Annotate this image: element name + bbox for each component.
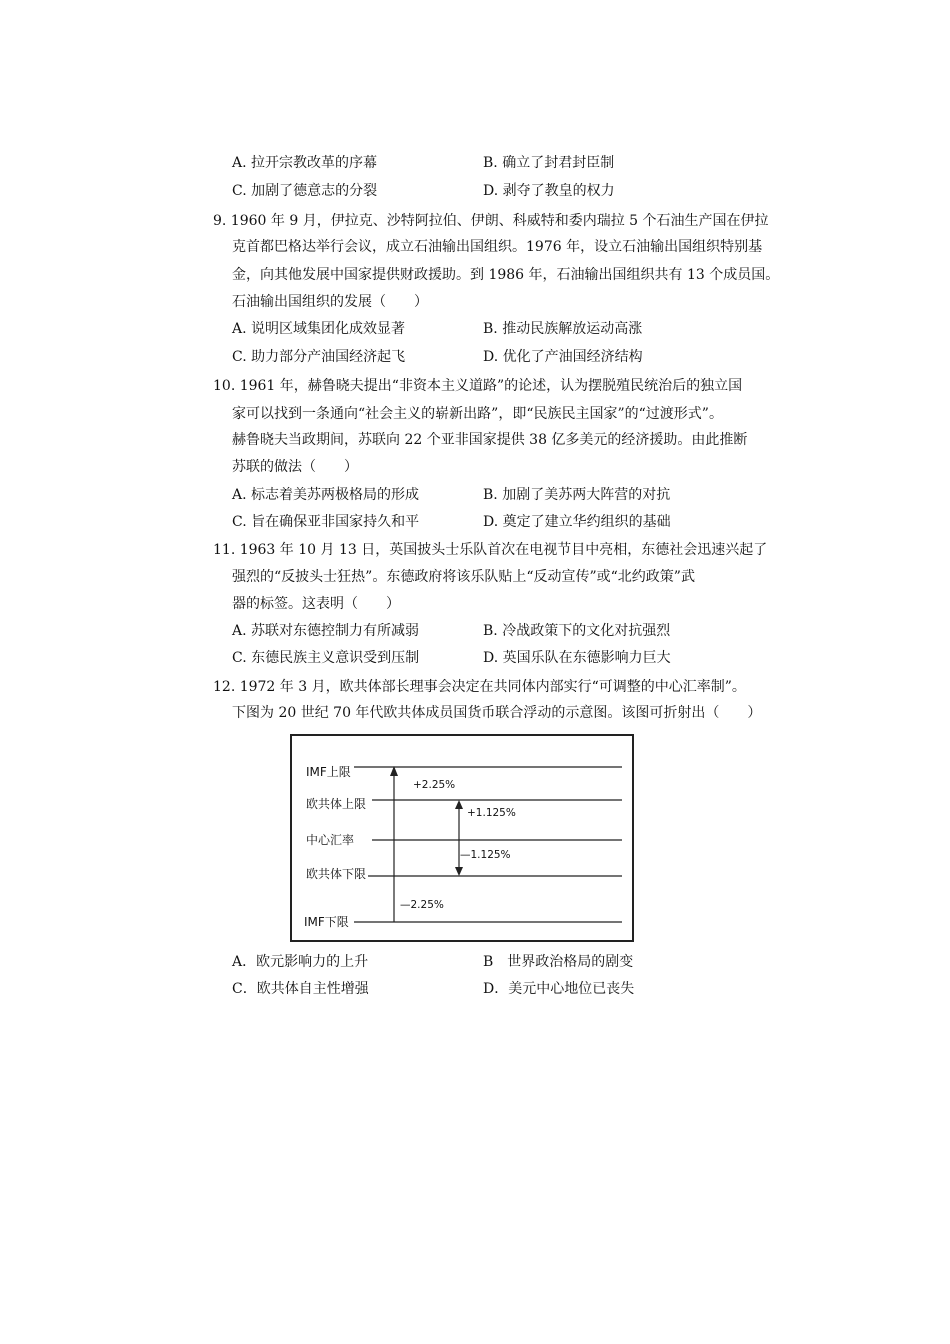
q11-option-b: B. 冷战政策下的文化对抗强烈 (483, 623, 671, 639)
q9-stem-line-1: 9. 1960 年 9 月，伊拉克、沙特阿拉伯、伊朗、科威特和委内瑞拉 5 个石油生产国在伊拉 (213, 213, 769, 229)
q10-stem-line-2: 家可以找到一条通向“社会主义的崭新出路”，即“民族民主国家”的“过渡形式”。 (232, 406, 723, 422)
q9-stem-line-2: 克首都巴格达举行会议，成立石油输出国组织。1976 年，设立石油输出国组织特别基 (232, 239, 763, 255)
q12-option-c: C．欧共体自主性增强 (232, 981, 369, 997)
q9-option-a: A. 说明区域集团化成效显著 (232, 321, 406, 337)
q8-option-c: C. 加剧了德意志的分裂 (232, 183, 378, 199)
q10-stem-line-4: 苏联的做法（ ） (232, 459, 358, 475)
q8-option-b: B. 确立了封君封臣制 (483, 155, 615, 171)
ec-up-arrowhead-icon (455, 800, 463, 809)
q10-option-d: D. 奠定了建立华约组织的基础 (483, 514, 671, 530)
label-imf-upper: IMF上限 (306, 765, 351, 779)
q10-option-b: B. 加剧了美苏两大阵营的对抗 (483, 487, 671, 503)
q11-option-c: C. 东德民族主义意识受到压制 (232, 650, 420, 666)
q11-option-d: D. 英国乐队在东德影响力巨大 (483, 650, 671, 666)
q9-option-d: D. 优化了产油国经济结构 (483, 349, 643, 365)
ec-down-arrowhead-icon (455, 867, 463, 876)
q11-stem-line-1: 11. 1963 年 10 月 13 日，英国披头士乐队首次在电视节目中亮相，东德社会迅速兴起了 (213, 542, 768, 558)
exchange-rate-band-diagram (290, 734, 634, 942)
value-imf-minus: —2.25% (400, 899, 444, 911)
q8-option-a: A. 拉开宗教改革的序幕 (232, 155, 378, 171)
label-ec-lower: 欧共体下限 (306, 867, 367, 881)
q11-stem-line-3: 器的标签。这表明（ ） (232, 596, 400, 612)
value-ec-minus: —1.125% (460, 849, 511, 861)
band-diagram-svg (292, 736, 632, 940)
q9-option-b: B. 推动民族解放运动高涨 (483, 321, 643, 337)
q9-stem-line-4: 石油输出国组织的发展（ ） (232, 294, 428, 310)
q8-option-d: D. 剥夺了教皇的权力 (483, 183, 615, 199)
value-imf-plus: +2.25% (413, 779, 456, 791)
q12-stem-line-1: 12. 1972 年 3 月，欧共体部长理事会决定在共同体内部实行“可调整的中心汇率制”。 (213, 679, 746, 695)
q12-option-d: D．美元中心地位已丧失 (483, 981, 635, 997)
q10-stem-line-1: 10. 1961 年，赫鲁晓夫提出“非资本主义道路”的论述，认为摆脱殖民统治后的独立国 (213, 378, 743, 394)
label-ec-upper: 欧共体上限 (306, 797, 367, 811)
q12-option-a: A．欧元影响力的上升 (232, 954, 369, 970)
q12-option-b: B 世界政治格局的剧变 (483, 954, 634, 970)
value-ec-plus: +1.125% (467, 807, 516, 819)
q9-option-c: C. 助力部分产油国经济起飞 (232, 349, 406, 365)
q10-option-a: A. 标志着美苏两极格局的形成 (232, 487, 420, 503)
q11-option-a: A. 苏联对东德控制力有所减弱 (232, 623, 420, 639)
q11-stem-line-2: 强烈的“反披头士狂热”。东德政府将该乐队贴上“反动宣传”或“北约政策”武 (232, 569, 695, 585)
label-imf-lower: IMF下限 (304, 915, 349, 929)
q10-stem-line-3: 赫鲁晓夫当政期间，苏联向 22 个亚非国家提供 38 亿多美元的经济援助。由此推断 (232, 432, 748, 448)
q12-stem-line-2: 下图为 20 世纪 70 年代欧共体成员国货币联合浮动的示意图。该图可折射出（ ） (232, 705, 762, 721)
label-central-rate: 中心汇率 (306, 833, 355, 847)
q9-stem-line-3: 金，向其他发展中国家提供财政援助。到 1986 年，石油输出国组织共有 13 个成员国。 (232, 267, 780, 283)
q10-option-c: C. 旨在确保亚非国家持久和平 (232, 514, 420, 530)
